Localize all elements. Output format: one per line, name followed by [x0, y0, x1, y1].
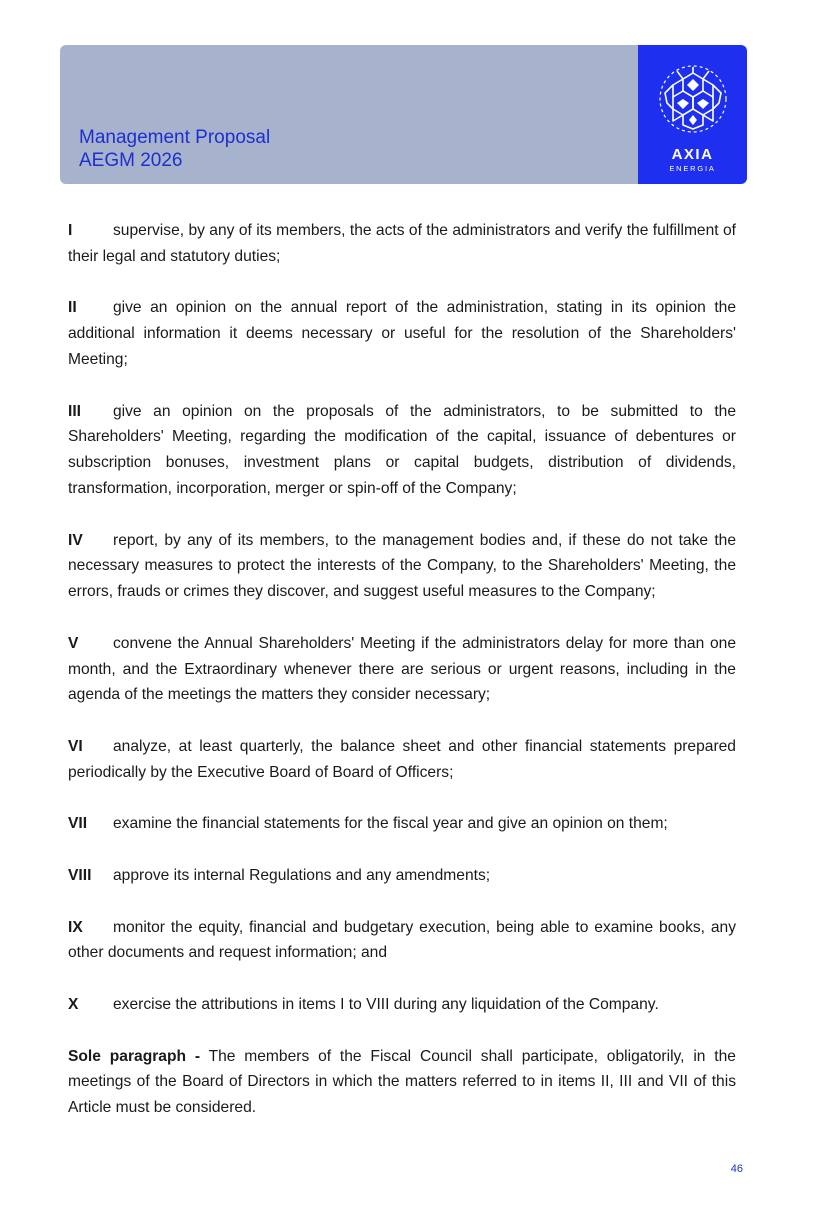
document-title — [79, 126, 270, 172]
list-item — [68, 295, 736, 372]
list-item — [68, 218, 736, 270]
article-content — [68, 218, 736, 1147]
item-numeral: III — [68, 402, 81, 420]
list-item — [68, 811, 736, 837]
item-numeral: VI — [68, 737, 83, 755]
item-numeral: I — [68, 222, 73, 239]
item-numeral: IX — [68, 918, 83, 936]
sole-paragraph — [68, 1044, 736, 1121]
item-text: convene the Annual Shareholders' Meeting if the administrators delay for more than one month, and the Extraordinary whenever there are serious or urgent reasons, including in the agenda of the meetings the matters they consider necessary; — [68, 634, 736, 704]
item-text: analyze, at least quarterly, the balance sheet and other financial statements prepared periodically by the Executive Board of Board of Officers; — [68, 737, 736, 781]
axia-logo — [638, 45, 747, 184]
list-item — [68, 399, 736, 502]
item-text: examine the financial statements for the fiscal year and give an opinion on them; — [113, 815, 668, 833]
item-text: give an opinion on the annual report of the administration, stating in its opinion the additional information it deems necessary or useful for the resolution of the Shareholders' Meeting; — [68, 299, 736, 368]
item-text: monitor the equity, financial and budgetary execution, being able to examine books, any other documents and request information; and — [68, 918, 736, 962]
list-item — [68, 863, 736, 889]
item-text: exercise the attributions in items I to VIII during any liquidation of the Company. — [113, 995, 659, 1013]
item-numeral: X — [68, 995, 79, 1013]
item-text: report, by any of its members, to the management bodies and, if these do not take the necessary measures to protect the interests of the Company, to the Shareholders' Meeting, the errors, frauds or crimes they discover, and suggest useful measures to the Company; — [68, 531, 736, 601]
list-item — [68, 631, 736, 708]
item-text: supervise, by any of its members, the acts of the administrators and verify the fulfillment of their legal and statutory duties; — [68, 222, 736, 265]
list-item — [68, 992, 736, 1018]
header-band — [60, 45, 638, 184]
item-numeral: VII — [68, 815, 88, 833]
item-numeral: II — [68, 299, 77, 317]
logo-wordmark: AXIA — [671, 146, 714, 163]
list-item — [68, 734, 736, 786]
title-line-1: Management Proposal — [79, 127, 271, 148]
item-numeral: VIII — [68, 866, 92, 884]
list-item — [68, 915, 736, 967]
sole-paragraph-label: Sole paragraph - — [68, 1047, 201, 1065]
page-number: 46 — [730, 1163, 743, 1175]
item-text: approve its internal Regulations and any amendments; — [113, 866, 491, 884]
sole-paragraph-text: The members of the Fiscal Council shall participate, obligatorily, in the meetings of the Board of Directors in which the matters referred to in items II, III and VII of this Article must be considered. — [68, 1047, 736, 1117]
logo-subtitle: ENERGIA — [669, 164, 716, 173]
item-numeral: V — [68, 634, 79, 652]
globe-icon — [657, 63, 729, 135]
list-item — [68, 528, 736, 605]
title-line-2: AEGM 2026 — [79, 150, 183, 171]
item-numeral: IV — [68, 531, 83, 549]
item-text: give an opinion on the proposals of the administrators, to be submitted to the Shareholders' Meeting, regarding the modification of the capital, issuance of debentures or subscription bonuses, investment plans or capital budgets, distribution of dividends, transformation, incorporation, merger or spin-off of the Company; — [68, 402, 736, 497]
